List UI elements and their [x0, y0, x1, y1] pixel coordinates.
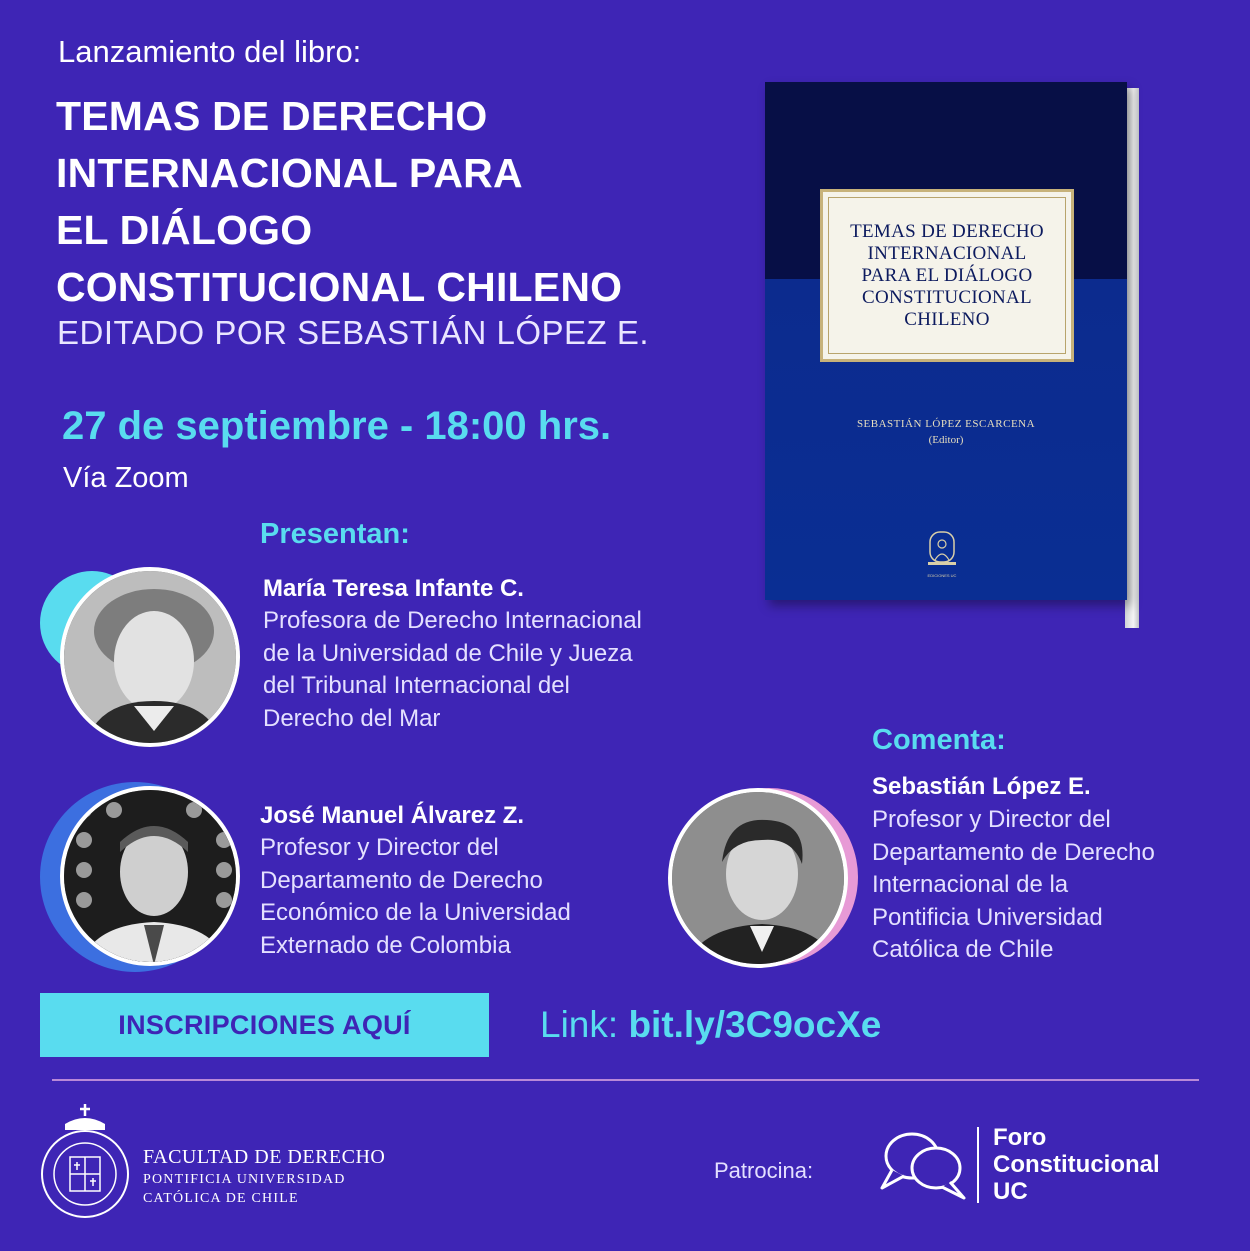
avatar	[64, 790, 240, 966]
speech-bubbles-icon	[878, 1126, 970, 1202]
title-line: CONSTITUCIONAL CHILENO	[56, 264, 623, 310]
university-name: PONTIFICIA UNIVERSIDAD	[143, 1172, 346, 1187]
avatar	[672, 792, 848, 968]
cover-title-line: CHILENO	[904, 308, 990, 330]
avatar	[64, 571, 240, 747]
presenter-photo-1	[60, 567, 240, 747]
cover-title-line: INTERNACIONAL	[867, 242, 1027, 264]
event-date: 27 de septiembre - 18:00 hrs.	[62, 404, 612, 448]
book-cover	[765, 82, 1127, 600]
cover-title-line: TEMAS DE DERECHO	[850, 220, 1044, 242]
presenters-heading: Presentan:	[260, 518, 410, 550]
book-image	[765, 82, 1139, 630]
presenter-description: Profesora de Derecho Internacional de la Universidad de Chile y Jueza del Tribunal Internacional del Derecho del Mar	[263, 607, 642, 732]
page-title	[56, 88, 736, 316]
link-label: Link:	[540, 1004, 629, 1045]
cover-publisher: EDICIONES UC	[927, 573, 957, 578]
inscripciones-button[interactable]: INSCRIPCIONES AQUÍ	[40, 993, 489, 1057]
presenter-description: Profesor y Director del Departamento de Derecho Económico de la Universidad Externado de Colombia	[260, 834, 571, 959]
ediciones-uc-logo-icon	[922, 530, 962, 582]
link-url[interactable]: bit.ly/3C9ocXe	[628, 1004, 882, 1045]
title-line: INTERNACIONAL PARA	[56, 150, 523, 196]
registration-link[interactable]	[540, 1004, 881, 1046]
editor-line: EDITADO POR SEBASTIÁN LÓPEZ E.	[57, 314, 650, 351]
event-platform: Vía Zoom	[63, 462, 189, 494]
cover-title-line: PARA EL DIÁLOGO	[861, 264, 1033, 286]
sponsor-label: Patrocina:	[714, 1158, 814, 1183]
uc-seal-icon	[40, 1102, 130, 1220]
cover-author-role: (Editor)	[928, 434, 964, 446]
cover-title-frame	[820, 189, 1074, 362]
pre-title: Lanzamiento del libro:	[58, 34, 362, 69]
title-line: EL DIÁLOGO	[56, 207, 313, 253]
divider	[52, 1079, 1199, 1081]
commentator-description: Profesor y Director del Departamento de Derecho Internacional de la Pontificia Universidad Católica de Chile	[872, 806, 1155, 963]
faculty-name: FACULTAD DE DERECHO	[143, 1146, 386, 1168]
commentator-name: Sebastián López E.	[872, 773, 1091, 800]
title-line: TEMAS DE DERECHO	[56, 93, 488, 139]
presenter-photo-2	[60, 786, 240, 966]
book-pages	[1125, 88, 1139, 628]
presenter-name: María Teresa Infante C.	[263, 575, 524, 602]
commentator-photo	[668, 788, 848, 968]
cover-title-line: CONSTITUCIONAL	[862, 286, 1032, 308]
cover-author: SEBASTIÁN LÓPEZ ESCARCENA	[856, 418, 1036, 430]
commentator-heading: Comenta:	[872, 724, 1006, 756]
university-name-2: CATÓLICA DE CHILE	[143, 1191, 299, 1206]
sponsor-divider	[977, 1127, 979, 1203]
presenter-name: José Manuel Álvarez Z.	[260, 802, 525, 829]
sponsor-logo-text: Foro Constitucional UC	[993, 1124, 1160, 1205]
